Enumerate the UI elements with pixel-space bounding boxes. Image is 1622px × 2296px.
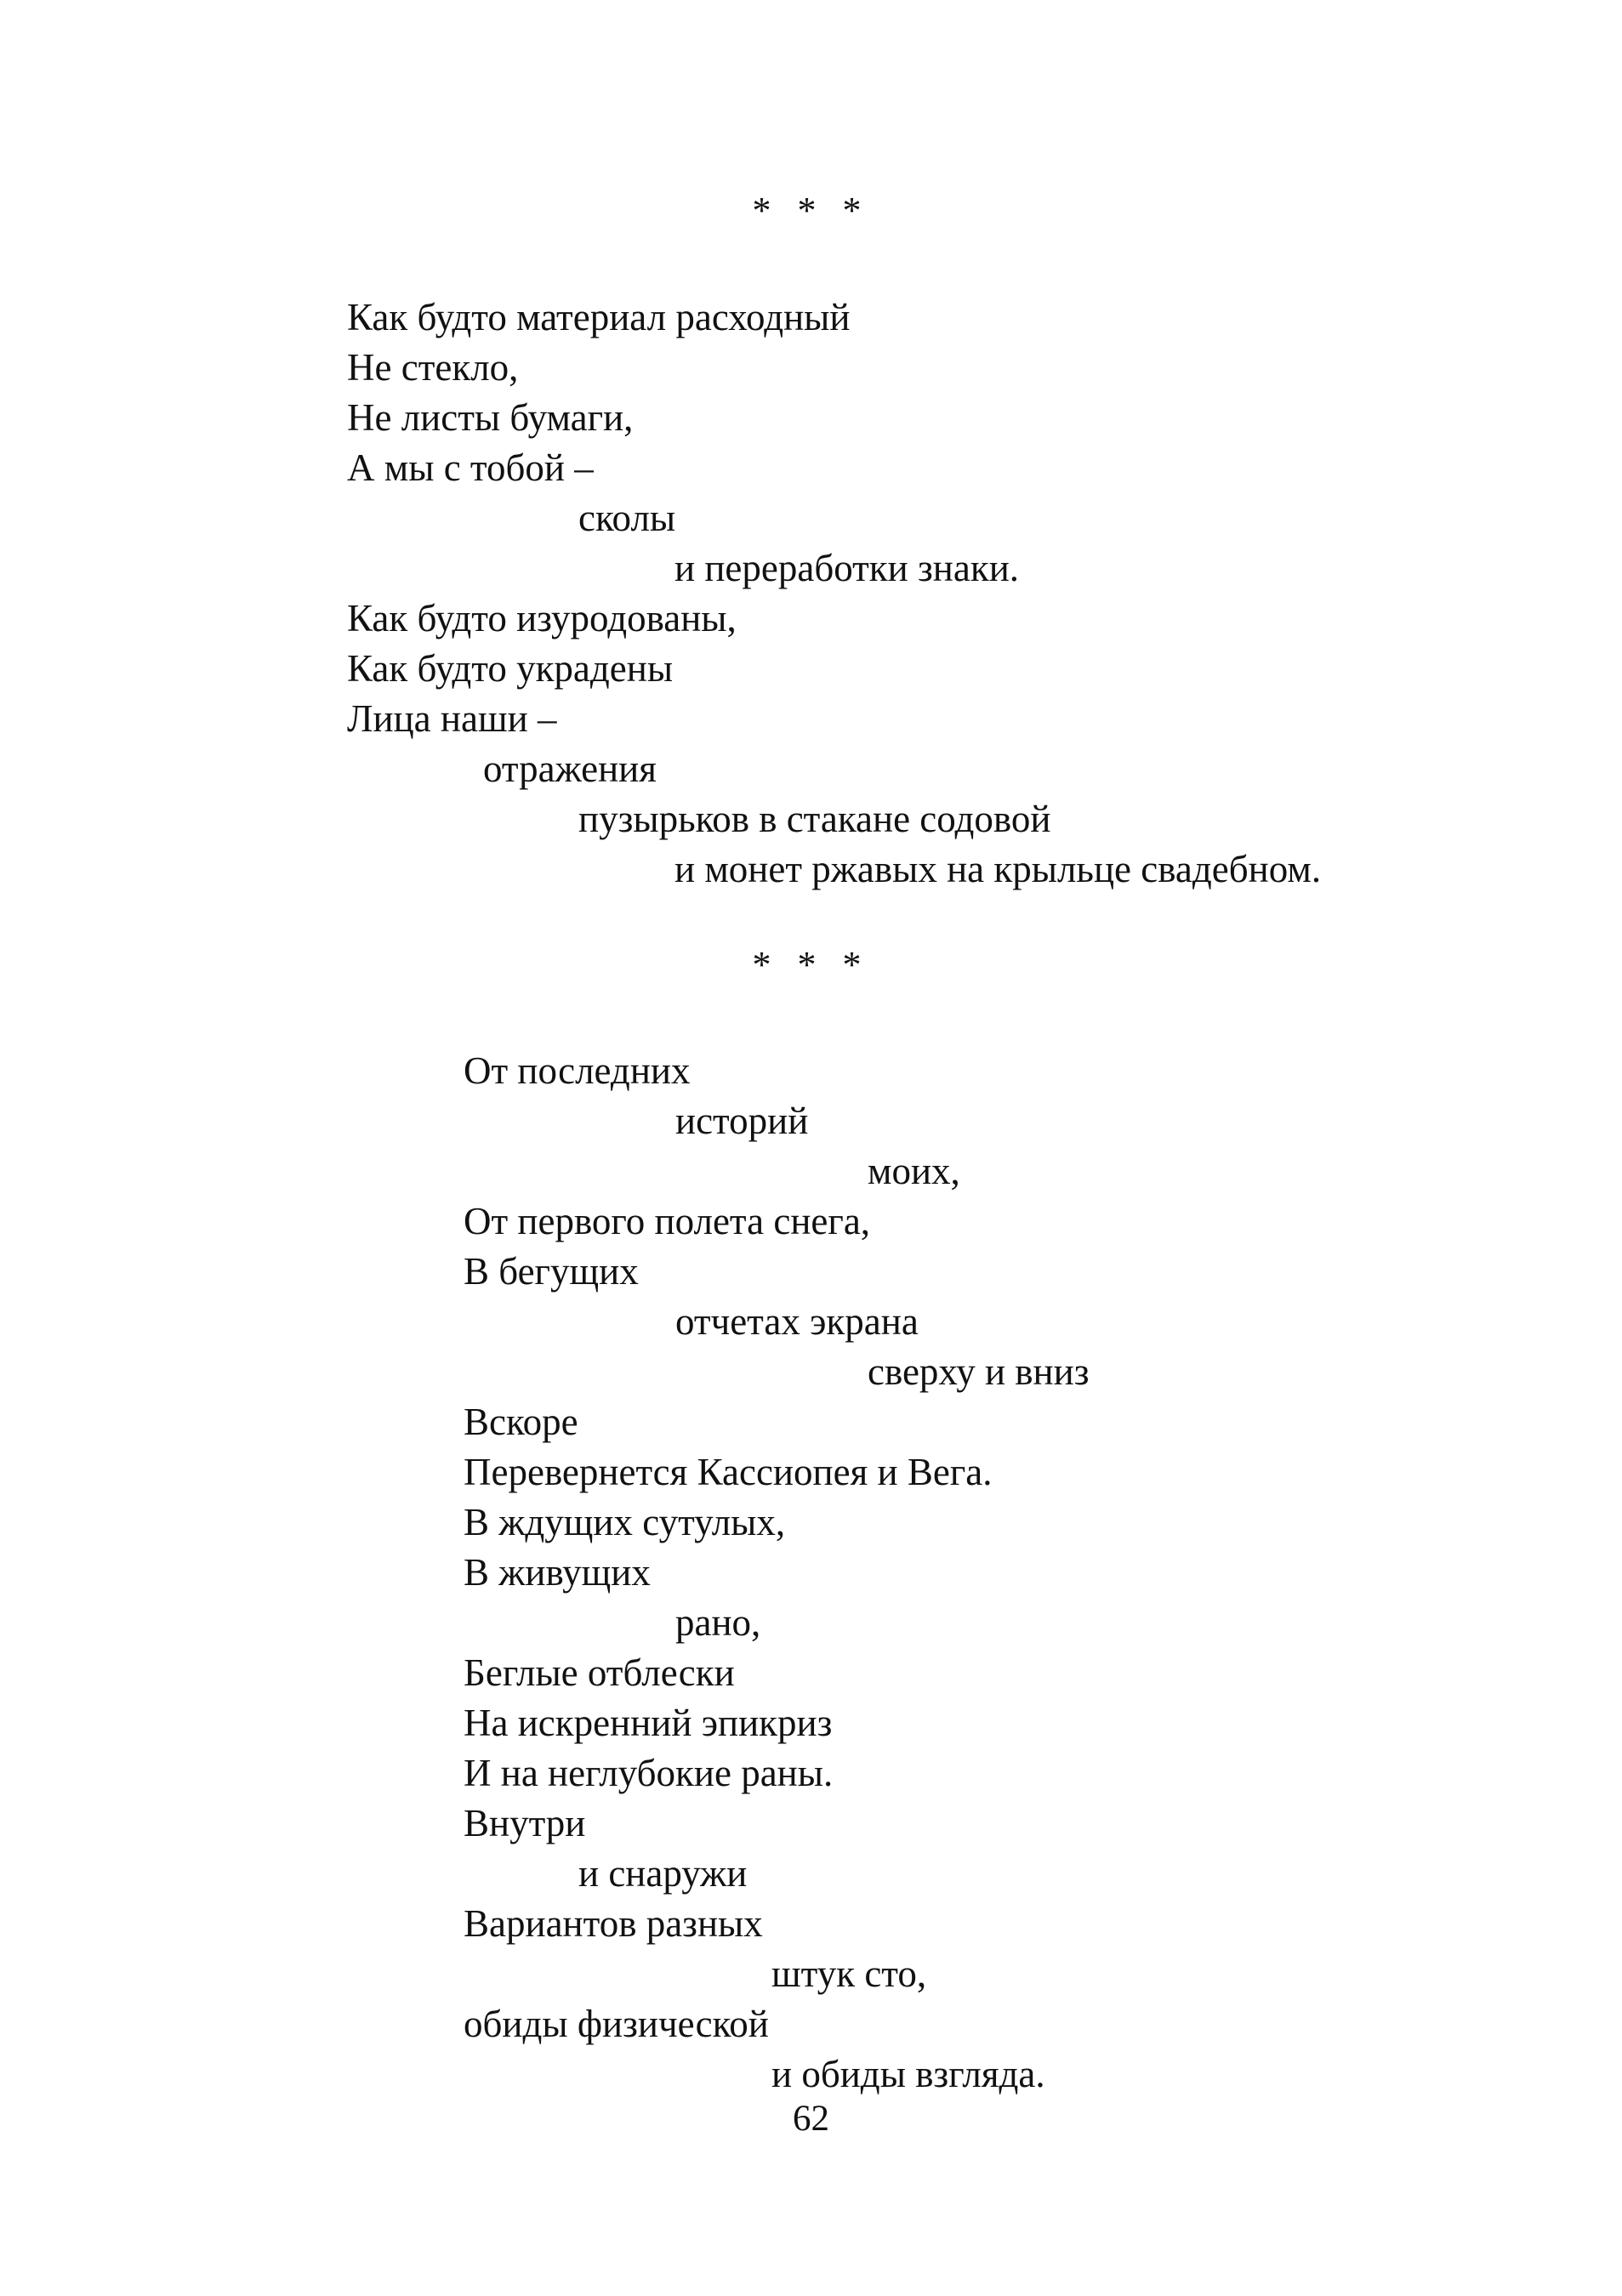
poem-line: Лица наши –: [347, 697, 557, 740]
poem-line: Внутри: [464, 1802, 586, 1844]
page-number: 62: [793, 2099, 829, 2139]
poem-line: Вариантов разных: [464, 1902, 763, 1945]
poem-line: историй: [675, 1100, 809, 1142]
poem-line: отчетах экрана: [675, 1300, 919, 1343]
poem-line: и переработки знаки.: [674, 547, 1020, 589]
poem-separator: * * *: [752, 190, 870, 231]
poem-line: и обиды взгляда.: [771, 2053, 1045, 2095]
poem-separator: * * *: [752, 944, 870, 986]
poem-line: Как будто материал расходный: [347, 296, 851, 338]
poem-line: сколы: [578, 497, 676, 539]
poem-line: Как будто изуродованы,: [347, 597, 737, 639]
poem-line: От последних: [464, 1049, 691, 1092]
poem-line: сверху и вниз: [868, 1350, 1090, 1393]
poem-line: На искренний эпикриз: [464, 1702, 833, 1744]
poem-line: моих,: [868, 1150, 960, 1192]
poem-line: Не листы бумаги,: [347, 396, 634, 439]
poem-line: и монет ржавых на крыльце свадебном.: [674, 848, 1322, 890]
poem-line: пузырьков в стакане содовой: [578, 798, 1051, 840]
poem-line: Как будто украдены: [347, 647, 674, 690]
poem-1: [347, 293, 1321, 895]
poem-line: штук сто,: [771, 1952, 927, 1995]
poem-line: Вскоре: [464, 1401, 578, 1443]
poem-line: В ждущих сутулых,: [464, 1501, 786, 1543]
poem-line: А мы с тобой –: [347, 446, 594, 489]
poem-line: обиды физической: [464, 2003, 769, 2045]
poem-line: В бегущих: [464, 1250, 639, 1293]
poem-line: Перевернется Кассиопея и Вега.: [464, 1451, 993, 1493]
poem-line: В живущих: [464, 1551, 651, 1594]
poem-2: [464, 1046, 1090, 2100]
poem-line: Беглые отблески: [464, 1651, 735, 1694]
poem-line: рано,: [675, 1601, 761, 1644]
poem-line: И на неглубокие раны.: [464, 1752, 834, 1794]
poem-line: Не стекло,: [347, 346, 519, 389]
poem-line: и снаружи: [578, 1852, 748, 1895]
poem-line: отражения: [483, 747, 657, 790]
poem-line: От первого полета снега,: [464, 1200, 871, 1242]
